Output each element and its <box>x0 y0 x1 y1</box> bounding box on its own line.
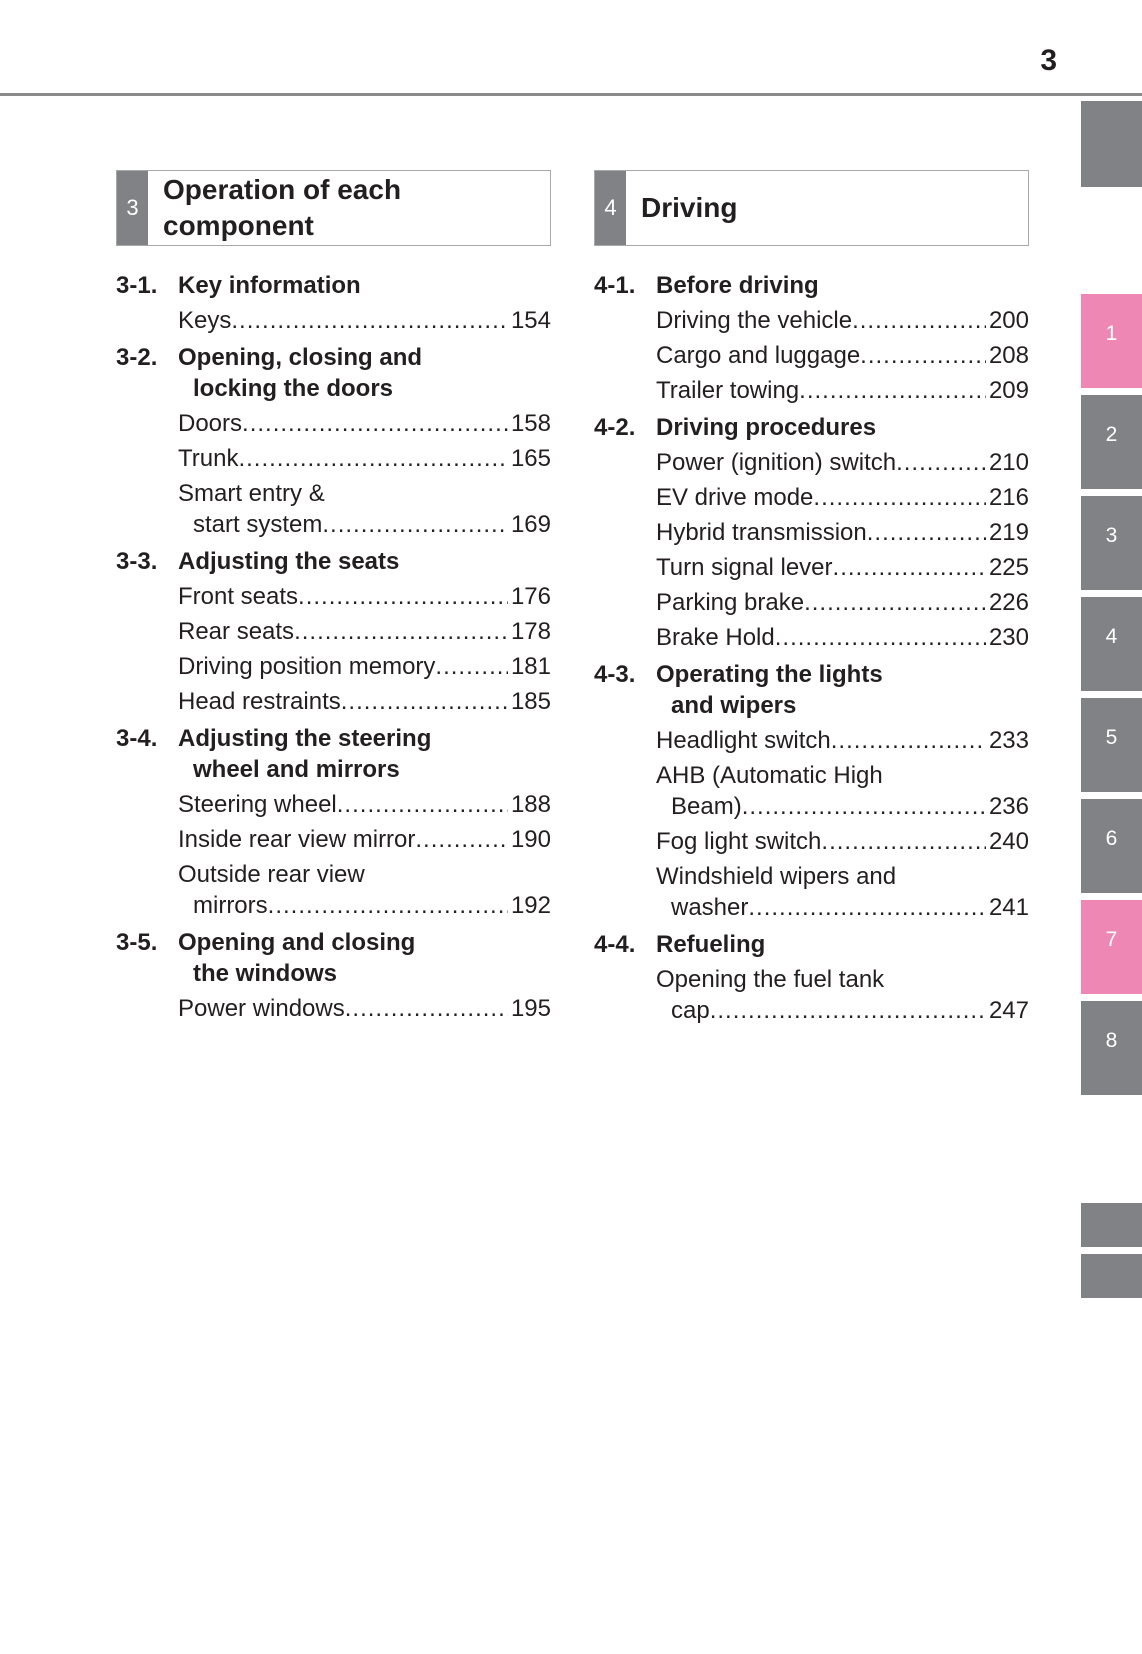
toc-item[interactable]: Smart entry & start system ..... 169 <box>178 478 551 540</box>
header-rule <box>0 93 1142 96</box>
page-ref: 209 <box>988 377 1029 404</box>
toc-item[interactable]: Cargo and luggage ..... 208 <box>656 340 1029 371</box>
dot-leader <box>804 587 986 618</box>
toc-item[interactable]: Fog light switch ..... 240 <box>656 826 1029 857</box>
toc-item[interactable]: Hybrid transmission ..... 219 <box>656 517 1029 548</box>
dot-leader <box>860 340 986 371</box>
chapter-tab-blank-top[interactable] <box>1081 101 1142 187</box>
dot-leader <box>341 686 508 717</box>
page-number: 3 <box>1040 44 1057 77</box>
toc-item[interactable]: Trailer towing ..... 209 <box>656 375 1029 406</box>
page-ref: 230 <box>988 624 1029 651</box>
toc-item[interactable]: Trunk ..... 165 <box>178 443 551 474</box>
page-ref: 210 <box>988 449 1029 476</box>
page-ref: 176 <box>510 583 551 610</box>
chapter-tab-3[interactable]: 3 <box>1081 496 1142 590</box>
dot-leader <box>896 447 986 478</box>
toc-column-right <box>594 170 1029 1026</box>
chapter-tab-blank-end[interactable] <box>1081 1254 1142 1298</box>
page-ref: 233 <box>988 727 1029 754</box>
section-title: Driving <box>641 192 738 223</box>
toc-item[interactable]: Front seats ..... 176 <box>178 581 551 612</box>
page-ref: 188 <box>510 791 551 818</box>
page-ref: 208 <box>988 342 1029 369</box>
chapter-tab-6[interactable]: 6 <box>1081 799 1142 893</box>
dot-leader <box>867 517 986 548</box>
page-ref: 219 <box>988 519 1029 546</box>
page-ref: 200 <box>988 307 1029 334</box>
subsection-heading[interactable]: 4-3. Operating the lights and wipers <box>594 661 883 719</box>
dot-leader <box>345 993 508 1024</box>
dot-leader <box>415 824 508 855</box>
dot-leader <box>337 789 508 820</box>
dot-leader <box>813 482 986 513</box>
toc-item[interactable]: Driving the vehicle ..... 200 <box>656 305 1029 336</box>
dot-leader <box>238 443 507 474</box>
toc-item[interactable]: Outside rear view mirrors ..... 192 <box>178 859 551 921</box>
page-ref: 225 <box>988 554 1029 581</box>
dot-leader <box>710 995 986 1026</box>
section-number: 4 <box>595 171 626 245</box>
subsection-heading[interactable]: 3-2. Opening, closing and locking the doors <box>116 344 423 402</box>
subsection-heading[interactable]: 3-5. Opening and closing the windows <box>116 929 416 987</box>
page-ref: 178 <box>510 618 551 645</box>
dot-leader <box>298 581 508 612</box>
page-ref: 247 <box>988 997 1029 1024</box>
chapter-tab-8[interactable]: 8 <box>1081 1001 1142 1095</box>
chapter-tab-5[interactable]: 5 <box>1081 698 1142 792</box>
chapter-tab-blank-index[interactable] <box>1081 1203 1142 1247</box>
page-ref: 192 <box>510 892 551 919</box>
dot-leader <box>268 890 508 921</box>
dot-leader <box>748 892 986 923</box>
page-ref: 236 <box>988 793 1029 820</box>
dot-leader <box>831 725 986 756</box>
subsection-heading[interactable]: 4-2. Driving procedures <box>594 414 877 441</box>
toc-item[interactable]: Turn signal lever ..... 225 <box>656 552 1029 583</box>
toc-item[interactable]: Steering wheel ..... 188 <box>178 789 551 820</box>
toc-item[interactable]: Opening the fuel tank cap ..... 247 <box>656 964 1029 1026</box>
section-title: Operation of each component <box>163 174 402 241</box>
toc-item[interactable]: Brake Hold ..... 230 <box>656 622 1029 653</box>
toc-item[interactable]: Driving position memory ..... 181 <box>178 651 551 682</box>
page-ref: 165 <box>510 445 551 472</box>
toc-item[interactable]: Inside rear view mirror ..... 190 <box>178 824 551 855</box>
dot-leader <box>322 509 508 540</box>
chapter-tab-2[interactable]: 2 <box>1081 395 1142 489</box>
toc-entries <box>594 270 1029 1026</box>
page-ref: 190 <box>510 826 551 853</box>
page-ref: 240 <box>988 828 1029 855</box>
page-ref: 241 <box>988 894 1029 921</box>
toc-item[interactable]: Parking brake ..... 226 <box>656 587 1029 618</box>
dot-leader <box>799 375 986 406</box>
chapter-tab-7[interactable]: 7 <box>1081 900 1142 994</box>
toc-item[interactable]: Headlight switch ..... 233 <box>656 725 1029 756</box>
toc-item[interactable]: Rear seats ..... 178 <box>178 616 551 647</box>
toc-item[interactable]: Windshield wipers and washer ..... 241 <box>656 861 1029 923</box>
dot-leader <box>242 408 508 439</box>
dot-leader <box>435 651 508 682</box>
toc-item[interactable]: Power (ignition) switch ..... 210 <box>656 447 1029 478</box>
page-ref: 195 <box>510 995 551 1022</box>
subsection-heading[interactable]: 3-3. Adjusting the seats <box>116 548 400 575</box>
page-ref: 181 <box>510 653 551 680</box>
page-ref: 226 <box>988 589 1029 616</box>
subsection-heading[interactable]: 4-4. Refueling <box>594 931 766 958</box>
page-ref: 154 <box>510 307 551 334</box>
chapter-tabs <box>1081 0 1142 1654</box>
dot-leader <box>852 305 986 336</box>
page-ref: 185 <box>510 688 551 715</box>
subsection-heading[interactable]: 3-1. Key information <box>116 272 361 299</box>
toc-item[interactable]: Power windows ..... 195 <box>178 993 551 1024</box>
dot-leader <box>775 622 986 653</box>
chapter-tab-1[interactable]: 1 <box>1081 294 1142 388</box>
toc-entries <box>116 270 551 1024</box>
page-ref: 169 <box>510 511 551 538</box>
dot-leader <box>231 305 508 336</box>
subsection-heading[interactable]: 3-4. Adjusting the steering wheel and mirrors <box>116 725 432 783</box>
page-ref: 158 <box>510 410 551 437</box>
toc-item[interactable]: Head restraints ..... 185 <box>178 686 551 717</box>
section-number: 3 <box>117 171 148 245</box>
dot-leader <box>821 826 986 857</box>
section-header-3 <box>116 170 551 246</box>
toc-item[interactable]: Doors ..... 158 <box>178 408 551 439</box>
toc-column-left <box>116 170 551 1024</box>
dot-leader <box>294 616 508 647</box>
toc-item[interactable]: AHB (Automatic High Beam) ..... 236 <box>656 760 1029 822</box>
chapter-tab-4[interactable]: 4 <box>1081 597 1142 691</box>
page-ref: 216 <box>988 484 1029 511</box>
toc-item[interactable]: Keys ..... 154 <box>178 305 551 336</box>
dot-leader <box>833 552 986 583</box>
subsection-heading[interactable]: 4-1. Before driving <box>594 272 819 299</box>
dot-leader <box>742 791 986 822</box>
toc-item[interactable]: EV drive mode ..... 216 <box>656 482 1029 513</box>
section-header-4 <box>594 170 1029 246</box>
